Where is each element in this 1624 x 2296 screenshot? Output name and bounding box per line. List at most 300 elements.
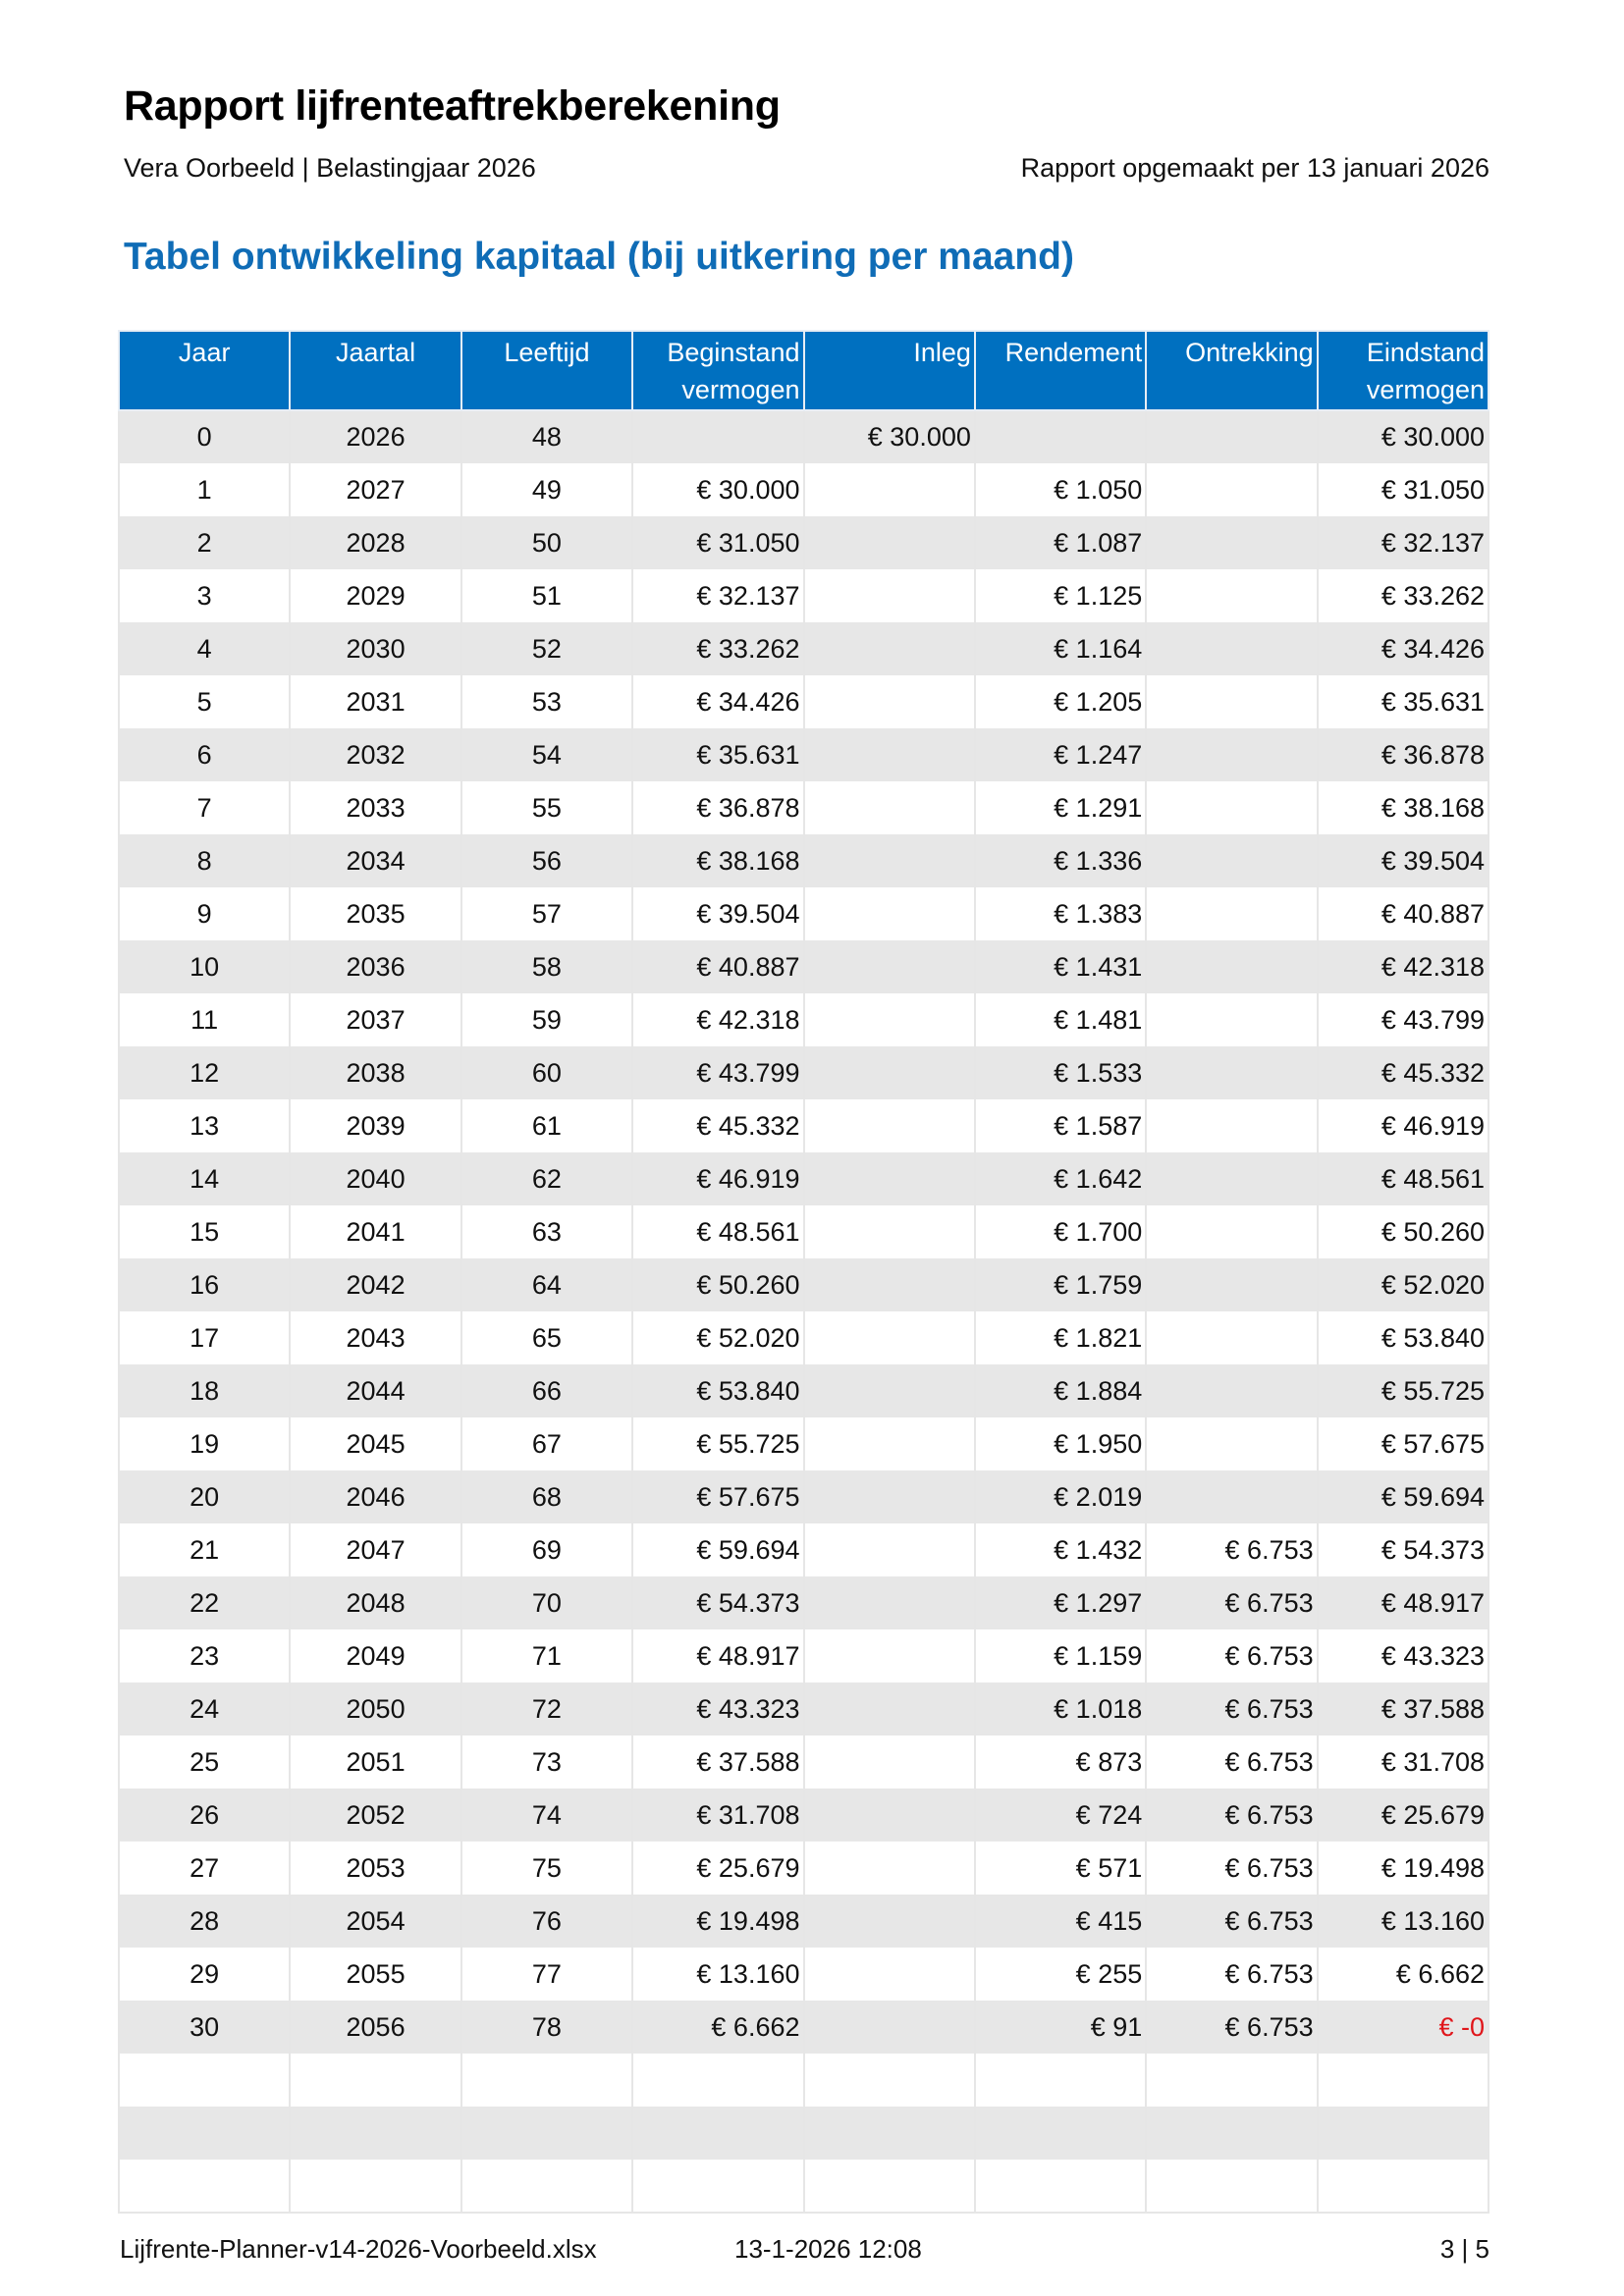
table-cell <box>1146 1152 1317 1205</box>
table-cell: 64 <box>461 1258 632 1311</box>
empty-table-cell <box>804 2160 975 2213</box>
empty-table-cell <box>632 2160 803 2213</box>
table-row <box>119 1842 1489 1895</box>
table-cell: 8 <box>119 834 290 887</box>
table-cell <box>1146 940 1317 993</box>
empty-table-cell <box>461 2054 632 2107</box>
table-cell: € 55.725 <box>1318 1364 1489 1417</box>
table-cell: 2055 <box>290 1948 460 2001</box>
table-cell: € 34.426 <box>1318 622 1489 675</box>
table-cell <box>804 1842 975 1895</box>
table-cell: € 55.725 <box>632 1417 803 1470</box>
table-cell: € 31.708 <box>632 1789 803 1842</box>
column-header: Jaar <box>119 331 290 410</box>
table-cell: 2027 <box>290 463 460 516</box>
table-cell: 2028 <box>290 516 460 569</box>
table-cell: € 32.137 <box>632 569 803 622</box>
table-cell: € 415 <box>975 1895 1146 1948</box>
table-cell: 50 <box>461 516 632 569</box>
table-cell <box>1146 834 1317 887</box>
table-cell <box>1146 1205 1317 1258</box>
table-cell: € 13.160 <box>1318 1895 1489 1948</box>
table-cell <box>975 410 1146 463</box>
table-cell: € 39.504 <box>632 887 803 940</box>
table-cell: € 30.000 <box>632 463 803 516</box>
table-cell: € 1.018 <box>975 1682 1146 1735</box>
table-cell: € 1.050 <box>975 463 1146 516</box>
table-cell: € 53.840 <box>1318 1311 1489 1364</box>
table-cell <box>804 1099 975 1152</box>
table-cell: € 59.694 <box>1318 1470 1489 1523</box>
table-cell: 74 <box>461 1789 632 1842</box>
table-cell: 62 <box>461 1152 632 1205</box>
table-cell: 2047 <box>290 1523 460 1576</box>
table-header-row <box>119 331 1489 410</box>
table-cell <box>804 1895 975 1948</box>
empty-table-cell <box>290 2160 460 2213</box>
table-cell <box>804 1789 975 1842</box>
table-cell: € 59.694 <box>632 1523 803 1576</box>
table-cell: 2046 <box>290 1470 460 1523</box>
table-cell: 66 <box>461 1364 632 1417</box>
table-cell: 2054 <box>290 1895 460 1948</box>
table-cell: 70 <box>461 1576 632 1629</box>
table-cell: € 1.247 <box>975 728 1146 781</box>
table-row <box>119 1046 1489 1099</box>
table-row <box>119 993 1489 1046</box>
table-cell: € 724 <box>975 1789 1146 1842</box>
table-cell: € 25.679 <box>1318 1789 1489 1842</box>
table-row <box>119 2001 1489 2054</box>
table-cell: € 1.642 <box>975 1152 1146 1205</box>
table-row <box>119 463 1489 516</box>
table-cell <box>804 887 975 940</box>
table-cell <box>1146 1258 1317 1311</box>
footer-datetime: 13-1-2026 12:08 <box>734 2234 922 2264</box>
table-cell: 2041 <box>290 1205 460 1258</box>
table-cell: € 6.753 <box>1146 1682 1317 1735</box>
table-cell: € 42.318 <box>632 993 803 1046</box>
empty-table-row <box>119 2160 1489 2213</box>
table-cell: € 30.000 <box>804 410 975 463</box>
table-row <box>119 940 1489 993</box>
table-cell: 2 <box>119 516 290 569</box>
empty-table-cell <box>290 2054 460 2107</box>
table-cell: 69 <box>461 1523 632 1576</box>
table-row <box>119 1205 1489 1258</box>
table-cell: 2029 <box>290 569 460 622</box>
table-cell: € 6.753 <box>1146 1629 1317 1682</box>
table-cell: € 255 <box>975 1948 1146 2001</box>
table-cell: 17 <box>119 1311 290 1364</box>
table-cell: € 46.919 <box>1318 1099 1489 1152</box>
table-cell <box>804 1576 975 1629</box>
table-cell <box>1146 622 1317 675</box>
table-cell: € 52.020 <box>632 1311 803 1364</box>
table-cell: € 38.168 <box>632 834 803 887</box>
table-cell: € 43.799 <box>632 1046 803 1099</box>
table-cell: 2038 <box>290 1046 460 1099</box>
table-cell: € 6.753 <box>1146 1842 1317 1895</box>
table-row <box>119 410 1489 463</box>
empty-table-cell <box>632 2107 803 2160</box>
table-cell: € 40.887 <box>1318 887 1489 940</box>
table-row <box>119 569 1489 622</box>
column-header: Rendement <box>975 331 1146 410</box>
table-cell <box>1146 569 1317 622</box>
table-cell: 2052 <box>290 1789 460 1842</box>
table-cell <box>1146 1311 1317 1364</box>
table-cell: € 36.878 <box>1318 728 1489 781</box>
table-cell: 24 <box>119 1682 290 1735</box>
table-cell: € 1.481 <box>975 993 1146 1046</box>
table-cell: € 1.950 <box>975 1417 1146 1470</box>
table-cell <box>804 834 975 887</box>
table-cell: € 1.759 <box>975 1258 1146 1311</box>
empty-table-row <box>119 2054 1489 2107</box>
empty-table-cell <box>1146 2054 1317 2107</box>
empty-table-cell <box>632 2054 803 2107</box>
table-cell <box>632 410 803 463</box>
table-cell: € 33.262 <box>1318 569 1489 622</box>
table-cell: 26 <box>119 1789 290 1842</box>
report-title: Rapport lijfrenteaftrekberekening <box>124 82 781 130</box>
table-cell: 48 <box>461 410 632 463</box>
table-cell: € 6.753 <box>1146 1789 1317 1842</box>
table-cell: € 45.332 <box>632 1099 803 1152</box>
table-cell: 2030 <box>290 622 460 675</box>
table-cell: € 6.753 <box>1146 1523 1317 1576</box>
table-cell: 4 <box>119 622 290 675</box>
table-cell: € 1.884 <box>975 1364 1146 1417</box>
table-cell: 6 <box>119 728 290 781</box>
table-row <box>119 1311 1489 1364</box>
table-cell <box>1146 463 1317 516</box>
table-cell <box>1146 887 1317 940</box>
table-cell: € 48.561 <box>632 1205 803 1258</box>
column-header: Eindstand vermogen <box>1318 331 1489 410</box>
table-cell: € 6.753 <box>1146 1948 1317 2001</box>
table-cell: 18 <box>119 1364 290 1417</box>
table-cell: 61 <box>461 1099 632 1152</box>
table-cell <box>804 1311 975 1364</box>
table-cell: € 43.323 <box>1318 1629 1489 1682</box>
table-cell: 51 <box>461 569 632 622</box>
table-cell: 67 <box>461 1417 632 1470</box>
table-cell: € 6.753 <box>1146 1895 1317 1948</box>
table-cell: 15 <box>119 1205 290 1258</box>
table-cell: 12 <box>119 1046 290 1099</box>
table-cell: € 57.675 <box>1318 1417 1489 1470</box>
table-cell <box>804 2001 975 2054</box>
table-row <box>119 1417 1489 1470</box>
report-subtitle-person-year: Vera Oorbeeld | Belastingjaar 2026 <box>124 153 536 183</box>
table-cell: € 1.383 <box>975 887 1146 940</box>
table-cell: 63 <box>461 1205 632 1258</box>
empty-table-row <box>119 2107 1489 2160</box>
table-cell: 54 <box>461 728 632 781</box>
table-cell: 11 <box>119 993 290 1046</box>
table-row <box>119 1735 1489 1789</box>
table-cell: 27 <box>119 1842 290 1895</box>
table-cell <box>1146 410 1317 463</box>
column-header: Inleg <box>804 331 975 410</box>
table-cell: € 1.533 <box>975 1046 1146 1099</box>
table-cell <box>804 1682 975 1735</box>
table-cell: € 1.336 <box>975 834 1146 887</box>
table-cell: € 48.561 <box>1318 1152 1489 1205</box>
table-row <box>119 781 1489 834</box>
table-cell: 9 <box>119 887 290 940</box>
table-cell <box>804 728 975 781</box>
table-body <box>119 410 1489 2213</box>
table-cell: 2033 <box>290 781 460 834</box>
table-cell <box>1146 1470 1317 1523</box>
table-cell: € 19.498 <box>1318 1842 1489 1895</box>
table-cell: € 6.662 <box>632 2001 803 2054</box>
table-cell: 58 <box>461 940 632 993</box>
table-cell <box>804 1046 975 1099</box>
table-row <box>119 1682 1489 1735</box>
table-cell: € 31.708 <box>1318 1735 1489 1789</box>
table-cell <box>804 1417 975 1470</box>
table-cell: € 40.887 <box>632 940 803 993</box>
table-cell: € 6.753 <box>1146 1735 1317 1789</box>
table-cell: 2051 <box>290 1735 460 1789</box>
empty-table-cell <box>804 2107 975 2160</box>
table-cell: € 37.588 <box>1318 1682 1489 1735</box>
table-cell: 2056 <box>290 2001 460 2054</box>
footer-filename: Lijfrente-Planner-v14-2026-Voorbeeld.xlsx <box>120 2234 597 2264</box>
table-cell: 28 <box>119 1895 290 1948</box>
table-cell: € 35.631 <box>632 728 803 781</box>
table-cell: 78 <box>461 2001 632 2054</box>
table-cell: € 46.919 <box>632 1152 803 1205</box>
section-title: Tabel ontwikkeling kapitaal (bij uitkering per maand) <box>124 236 1074 278</box>
table-cell: 53 <box>461 675 632 728</box>
table-row <box>119 887 1489 940</box>
table-row <box>119 1629 1489 1682</box>
table-cell: € 54.373 <box>632 1576 803 1629</box>
table-row <box>119 675 1489 728</box>
table-cell: 55 <box>461 781 632 834</box>
table-row <box>119 1789 1489 1842</box>
table-cell: € 1.821 <box>975 1311 1146 1364</box>
table-cell: € 31.050 <box>632 516 803 569</box>
table-cell: € 38.168 <box>1318 781 1489 834</box>
table-cell: € 1.164 <box>975 622 1146 675</box>
table-cell: 2045 <box>290 1417 460 1470</box>
table-cell: 2031 <box>290 675 460 728</box>
table-cell: 29 <box>119 1948 290 2001</box>
table-cell: 7 <box>119 781 290 834</box>
table-cell: € 52.020 <box>1318 1258 1489 1311</box>
table-cell: € 33.262 <box>632 622 803 675</box>
table-cell <box>804 516 975 569</box>
table-cell: 25 <box>119 1735 290 1789</box>
table-cell: € 91 <box>975 2001 1146 2054</box>
empty-table-cell <box>290 2107 460 2160</box>
table-cell: 30 <box>119 2001 290 2054</box>
table-cell: € 571 <box>975 1842 1146 1895</box>
empty-table-cell <box>804 2054 975 2107</box>
table-cell: 2044 <box>290 1364 460 1417</box>
table-cell: 2037 <box>290 993 460 1046</box>
empty-table-cell <box>975 2107 1146 2160</box>
table-cell: 2050 <box>290 1682 460 1735</box>
table-row <box>119 1523 1489 1576</box>
table-cell: 73 <box>461 1735 632 1789</box>
table-cell <box>1146 675 1317 728</box>
table-cell <box>1146 1364 1317 1417</box>
table-cell: € 53.840 <box>632 1364 803 1417</box>
table-cell <box>804 1948 975 2001</box>
table-cell: € 37.588 <box>632 1735 803 1789</box>
column-header: Leeftijd <box>461 331 632 410</box>
table-cell: 77 <box>461 1948 632 2001</box>
table-cell <box>804 1470 975 1523</box>
table-row <box>119 834 1489 887</box>
table-cell: 72 <box>461 1682 632 1735</box>
table-cell: 65 <box>461 1311 632 1364</box>
table-cell: € 42.318 <box>1318 940 1489 993</box>
table-cell: € 873 <box>975 1735 1146 1789</box>
table-cell: € 1.159 <box>975 1629 1146 1682</box>
table-cell: € 50.260 <box>1318 1205 1489 1258</box>
table-cell <box>804 1735 975 1789</box>
table-cell <box>804 993 975 1046</box>
table-cell: 14 <box>119 1152 290 1205</box>
table-cell <box>1146 993 1317 1046</box>
table-cell: € 1.297 <box>975 1576 1146 1629</box>
table-cell <box>1146 728 1317 781</box>
table-cell: 2035 <box>290 887 460 940</box>
table-cell <box>804 1523 975 1576</box>
table-cell <box>804 1629 975 1682</box>
table-cell <box>804 940 975 993</box>
table-row <box>119 1152 1489 1205</box>
table-cell: € 13.160 <box>632 1948 803 2001</box>
table-cell: € -0 <box>1318 2001 1489 2054</box>
table-cell <box>804 1205 975 1258</box>
table-row <box>119 1258 1489 1311</box>
report-date: Rapport opgemaakt per 13 januari 2026 <box>1020 153 1489 183</box>
table-cell: € 1.205 <box>975 675 1146 728</box>
table-cell: € 57.675 <box>632 1470 803 1523</box>
table-cell: € 19.498 <box>632 1895 803 1948</box>
table-cell: 2026 <box>290 410 460 463</box>
capital-development-table <box>118 330 1489 2214</box>
table-cell: 75 <box>461 1842 632 1895</box>
table-cell: € 1.700 <box>975 1205 1146 1258</box>
footer-page-number: 3 | 5 <box>1439 2234 1489 2264</box>
table-cell <box>804 1364 975 1417</box>
table-cell: 68 <box>461 1470 632 1523</box>
table-row <box>119 622 1489 675</box>
table-cell: 19 <box>119 1417 290 1470</box>
table-cell <box>804 622 975 675</box>
table-row <box>119 1948 1489 2001</box>
table-cell: € 34.426 <box>632 675 803 728</box>
empty-table-cell <box>461 2160 632 2213</box>
table-cell <box>1146 1417 1317 1470</box>
table-row <box>119 1470 1489 1523</box>
table-cell <box>1146 1099 1317 1152</box>
column-header: Jaartal <box>290 331 460 410</box>
table-cell: € 6.753 <box>1146 2001 1317 2054</box>
table-cell: 49 <box>461 463 632 516</box>
table-cell: 2039 <box>290 1099 460 1152</box>
table-cell: € 36.878 <box>632 781 803 834</box>
table-cell: € 32.137 <box>1318 516 1489 569</box>
empty-table-cell <box>119 2054 290 2107</box>
empty-table-cell <box>1318 2107 1489 2160</box>
table-cell: 2034 <box>290 834 460 887</box>
table-row <box>119 1895 1489 1948</box>
table-cell: € 48.917 <box>632 1629 803 1682</box>
empty-table-cell <box>1318 2054 1489 2107</box>
table-cell <box>804 1152 975 1205</box>
table-cell <box>804 463 975 516</box>
table-cell: 60 <box>461 1046 632 1099</box>
table-cell: 2053 <box>290 1842 460 1895</box>
table-cell <box>804 1258 975 1311</box>
empty-table-cell <box>975 2160 1146 2213</box>
table-cell <box>1146 781 1317 834</box>
table-cell: 21 <box>119 1523 290 1576</box>
empty-table-cell <box>119 2107 290 2160</box>
empty-table-cell <box>119 2160 290 2213</box>
table-cell: € 1.087 <box>975 516 1146 569</box>
table-cell: 10 <box>119 940 290 993</box>
table-row <box>119 516 1489 569</box>
table-cell: 23 <box>119 1629 290 1682</box>
table-cell: € 6.662 <box>1318 1948 1489 2001</box>
table-row <box>119 1099 1489 1152</box>
table-cell <box>1146 516 1317 569</box>
table-cell: 57 <box>461 887 632 940</box>
table-cell: 13 <box>119 1099 290 1152</box>
table-cell: 2032 <box>290 728 460 781</box>
table-cell <box>804 781 975 834</box>
table-cell: 1 <box>119 463 290 516</box>
table-cell: 2042 <box>290 1258 460 1311</box>
empty-table-cell <box>975 2054 1146 2107</box>
column-header: Beginstand vermogen <box>632 331 803 410</box>
table-cell: € 50.260 <box>632 1258 803 1311</box>
table-cell: 3 <box>119 569 290 622</box>
table-cell: € 1.431 <box>975 940 1146 993</box>
column-header: Ontrekking <box>1146 331 1317 410</box>
table-cell: 52 <box>461 622 632 675</box>
table-cell: € 54.373 <box>1318 1523 1489 1576</box>
table-cell: € 2.019 <box>975 1470 1146 1523</box>
table-cell: 2043 <box>290 1311 460 1364</box>
empty-table-cell <box>1146 2107 1317 2160</box>
table-cell: € 1.432 <box>975 1523 1146 1576</box>
table-cell: € 1.291 <box>975 781 1146 834</box>
table-cell: 2048 <box>290 1576 460 1629</box>
table-cell: € 39.504 <box>1318 834 1489 887</box>
table-cell: 20 <box>119 1470 290 1523</box>
table-cell: € 43.323 <box>632 1682 803 1735</box>
table-cell: 59 <box>461 993 632 1046</box>
table-row <box>119 728 1489 781</box>
table-cell: 56 <box>461 834 632 887</box>
empty-table-cell <box>1146 2160 1317 2213</box>
table-cell: € 45.332 <box>1318 1046 1489 1099</box>
table-cell: € 43.799 <box>1318 993 1489 1046</box>
